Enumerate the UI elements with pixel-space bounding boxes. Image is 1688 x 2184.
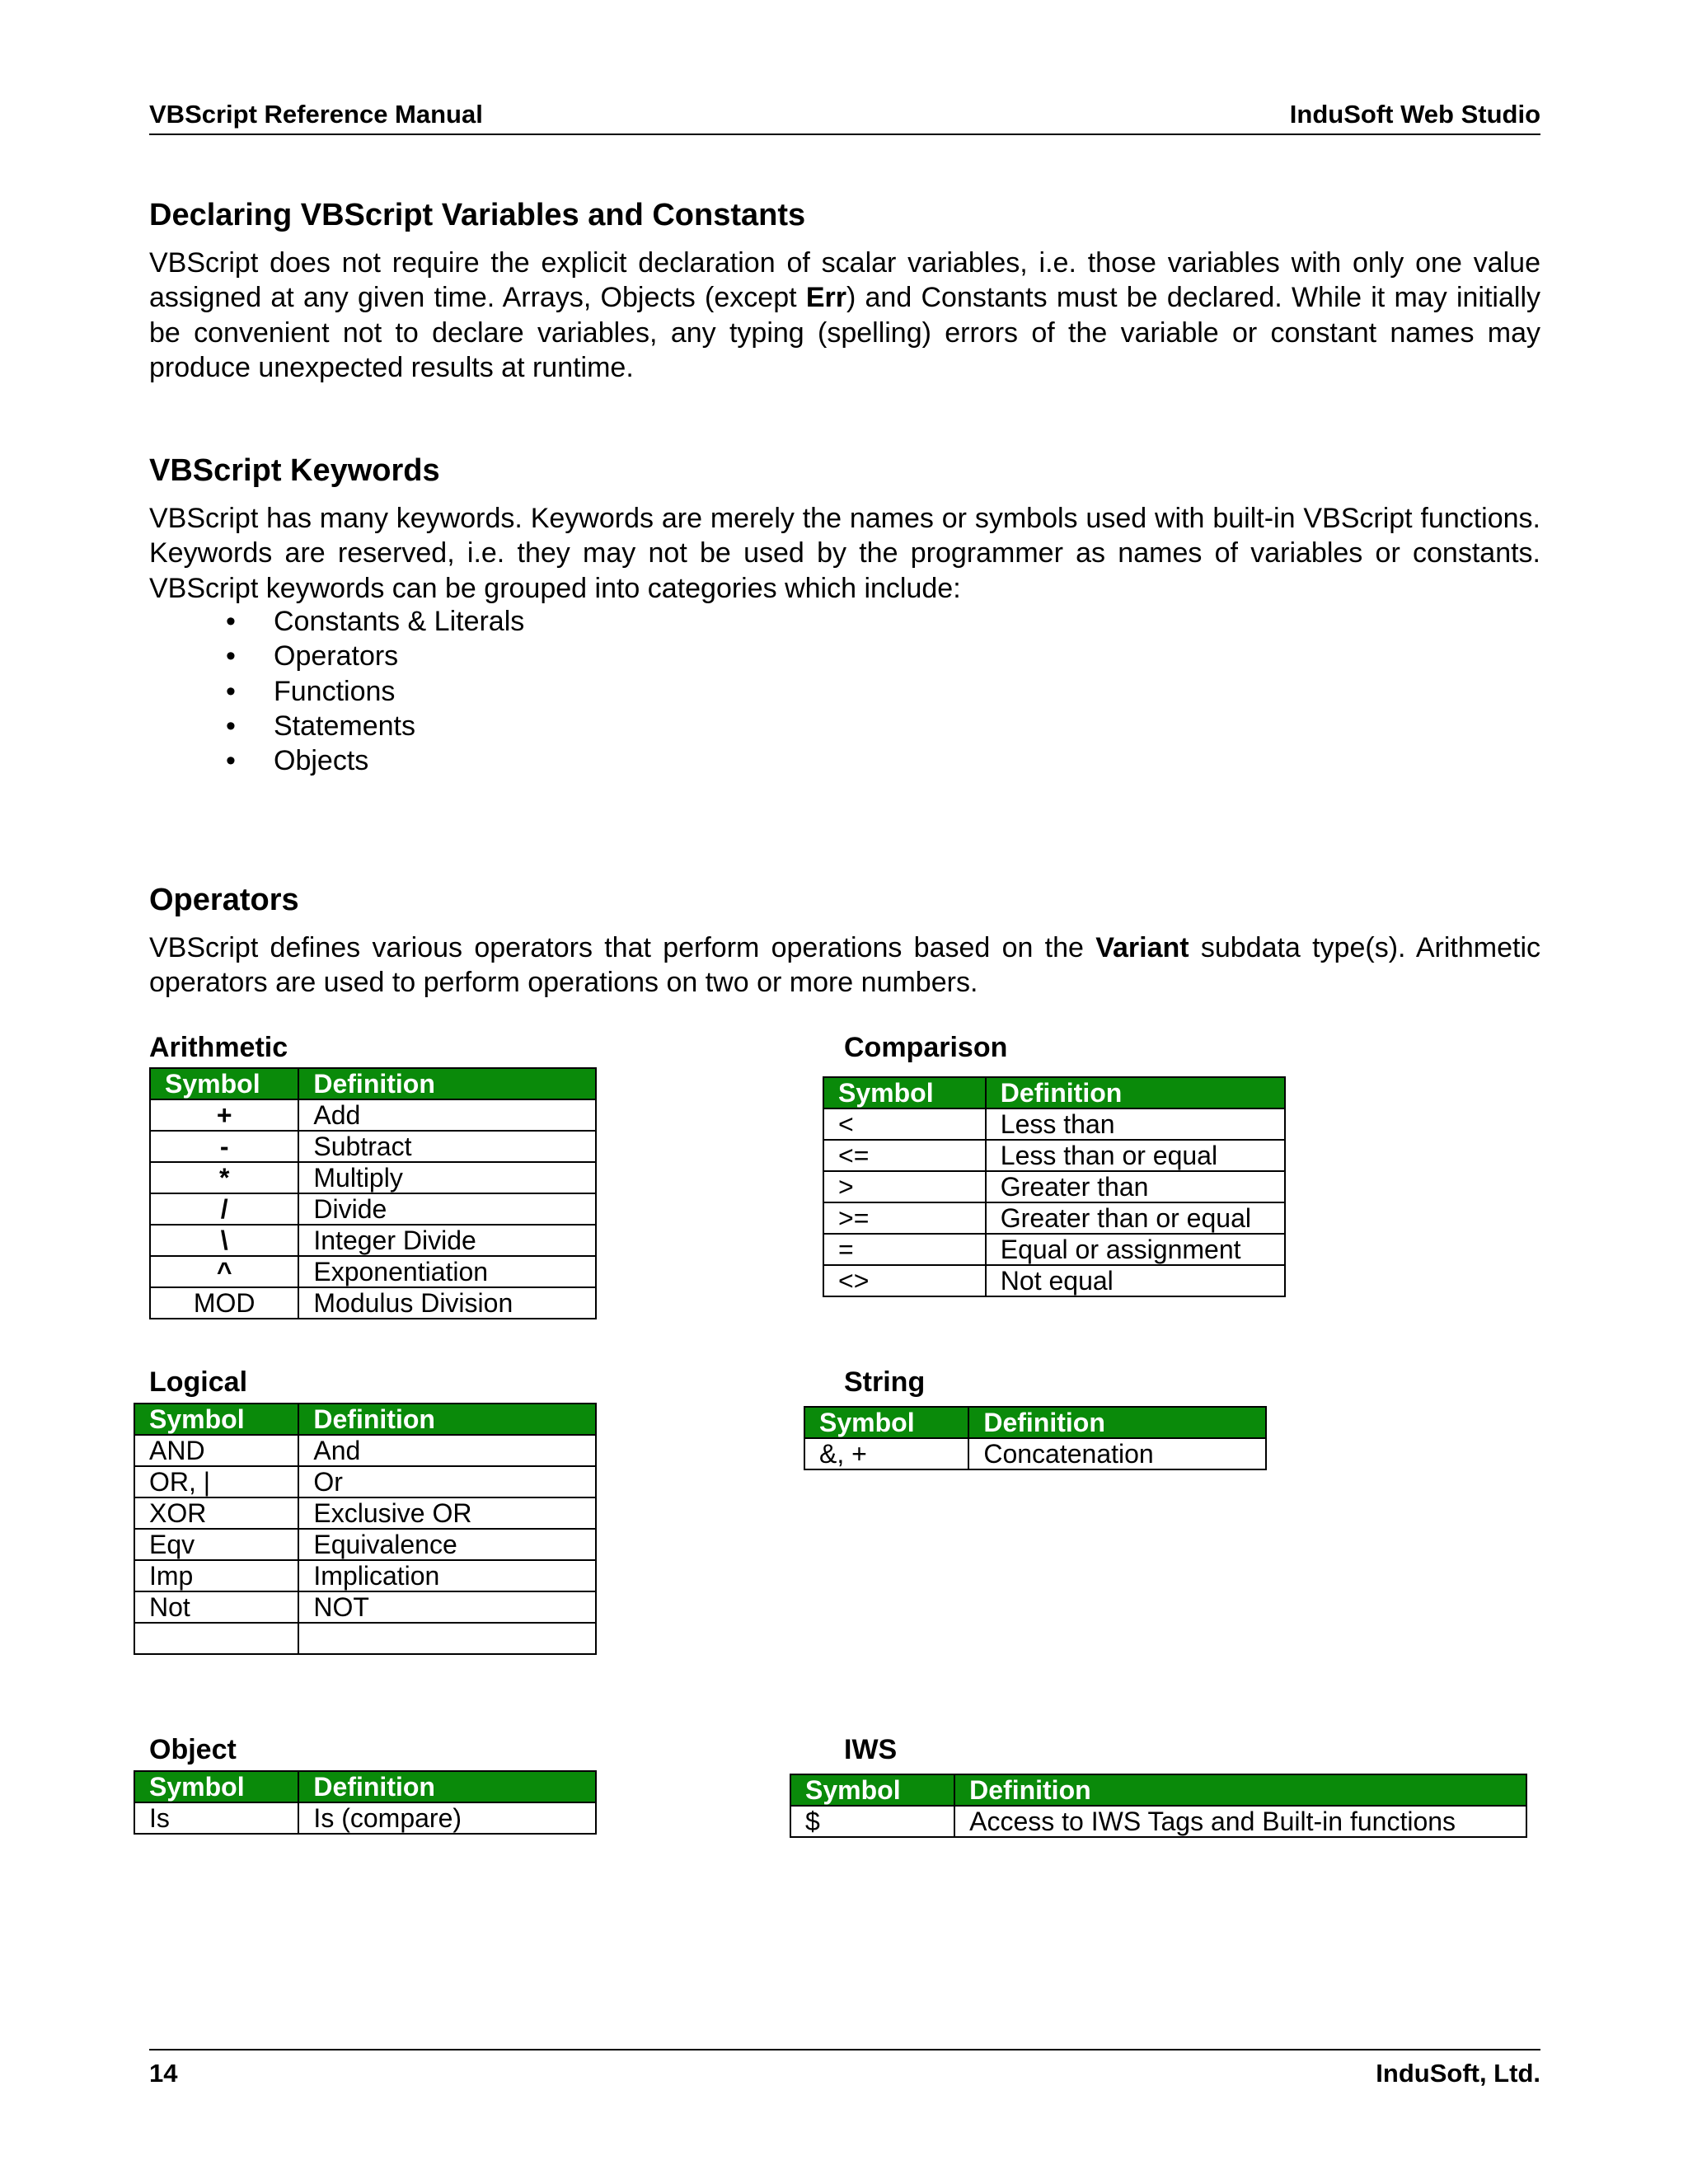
- section-title-operators: Operators: [149, 883, 299, 917]
- arithmetic-table: [149, 1067, 597, 1319]
- definition-cell: Greater than or equal: [986, 1202, 1285, 1234]
- list-item: [149, 674, 524, 709]
- symbol-cell: +: [150, 1099, 298, 1131]
- column-header-symbol: Symbol: [134, 1404, 298, 1435]
- table-row: [823, 1202, 1285, 1234]
- arithmetic-table-title: Arithmetic: [149, 1032, 288, 1063]
- column-header-symbol: Symbol: [823, 1077, 986, 1108]
- column-header-symbol: Symbol: [804, 1407, 968, 1438]
- string-table: [804, 1406, 1267, 1470]
- symbol-cell: ^: [150, 1256, 298, 1287]
- section-title-declaring: Declaring VBScript Variables and Constants: [149, 198, 806, 232]
- symbol-cell: Eqv: [134, 1529, 298, 1560]
- footer-company: InduSoft, Ltd.: [1376, 2059, 1540, 2088]
- definition-cell: Access to IWS Tags and Built-in functions: [954, 1806, 1526, 1837]
- bullet-icon: •: [226, 640, 236, 673]
- definition-cell: Not equal: [986, 1265, 1285, 1296]
- header-product: InduSoft Web Studio: [1289, 100, 1540, 129]
- table-row: [134, 1802, 596, 1834]
- string-table-title: String: [844, 1366, 926, 1398]
- table-header-row: [804, 1407, 1266, 1438]
- section-title-keywords: VBScript Keywords: [149, 453, 440, 488]
- table-row: [134, 1435, 596, 1466]
- definition-cell: Or: [298, 1466, 596, 1497]
- list-item-label: Constants & Literals: [274, 606, 525, 637]
- table-row: [134, 1497, 596, 1529]
- symbol-cell: MOD: [150, 1287, 298, 1319]
- symbol-cell: Is: [134, 1802, 298, 1834]
- comparison-table-title: Comparison: [844, 1032, 1008, 1063]
- text-run: subdata type(s). Arithmetic operators are used to perform operations on two or more numbers.: [149, 932, 1540, 999]
- text-run: ) and Constants must be declared. While it may initially be convenient not to declare variables, any typing (spelling) errors of the variable or constant names may produce unexpected results at runtime.: [149, 282, 1540, 383]
- definition-cell: Is (compare): [298, 1802, 596, 1834]
- comparison-table: [823, 1076, 1286, 1297]
- table-header-row: [134, 1404, 596, 1435]
- iws-table: [790, 1774, 1527, 1838]
- definition-cell: Exclusive OR: [298, 1497, 596, 1529]
- definition-cell: Equivalence: [298, 1529, 596, 1560]
- keyword-category-list: [149, 604, 524, 778]
- table-row: [150, 1131, 596, 1162]
- definition-cell: Concatenation: [968, 1438, 1266, 1469]
- definition-cell: Implication: [298, 1560, 596, 1591]
- section-operators-text: [149, 930, 1540, 1001]
- bold-term: Err: [805, 282, 846, 314]
- table-row: [150, 1225, 596, 1256]
- symbol-cell: XOR: [134, 1497, 298, 1529]
- definition-cell: Greater than: [986, 1171, 1285, 1202]
- list-item: [149, 743, 524, 778]
- text-run: VBScript does not require the explicit declaration of scalar variables, i.e. those variables with only one value assigned at any given time. Arrays, Objects (except: [149, 247, 1540, 314]
- symbol-cell: /: [150, 1193, 298, 1225]
- logical-table-title: Logical: [149, 1366, 248, 1398]
- symbol-cell: >: [823, 1171, 986, 1202]
- table-header-row: [790, 1774, 1526, 1806]
- symbol-cell: >=: [823, 1202, 986, 1234]
- column-header-definition: Definition: [986, 1077, 1285, 1108]
- definition-cell: And: [298, 1435, 596, 1466]
- column-header-symbol: Symbol: [134, 1771, 298, 1802]
- bullet-icon: •: [226, 710, 236, 742]
- table-row: [150, 1193, 596, 1225]
- list-item: [149, 639, 524, 673]
- definition-cell: [298, 1623, 596, 1654]
- column-header-symbol: Symbol: [790, 1774, 954, 1806]
- list-item: [149, 709, 524, 743]
- symbol-cell: =: [823, 1234, 986, 1265]
- table-row: [134, 1560, 596, 1591]
- bullet-icon: •: [226, 675, 236, 707]
- table-row: [150, 1287, 596, 1319]
- table-row: [823, 1234, 1285, 1265]
- list-item-label: Operators: [274, 640, 399, 673]
- table-row: [150, 1162, 596, 1193]
- definition-cell: Less than or equal: [986, 1140, 1285, 1171]
- table-row: [823, 1140, 1285, 1171]
- column-header-definition: Definition: [298, 1404, 596, 1435]
- definition-cell: NOT: [298, 1591, 596, 1623]
- symbol-cell: <: [823, 1108, 986, 1140]
- table-header-row: [150, 1068, 596, 1099]
- definition-cell: Exponentiation: [298, 1256, 596, 1287]
- table-row: [150, 1256, 596, 1287]
- definition-cell: Divide: [298, 1193, 596, 1225]
- definition-cell: Less than: [986, 1108, 1285, 1140]
- object-table: [134, 1770, 597, 1835]
- symbol-cell: *: [150, 1162, 298, 1193]
- list-item-label: Functions: [274, 675, 396, 707]
- text-run: VBScript defines various operators that perform operations based on the: [149, 932, 1096, 963]
- symbol-cell: [134, 1623, 298, 1654]
- header-title: VBScript Reference Manual: [149, 100, 483, 129]
- table-row: [823, 1171, 1285, 1202]
- definition-cell: Multiply: [298, 1162, 596, 1193]
- definition-cell: Add: [298, 1099, 596, 1131]
- table-row: [790, 1806, 1526, 1837]
- definition-cell: Equal or assignment: [986, 1234, 1285, 1265]
- column-header-symbol: Symbol: [150, 1068, 298, 1099]
- list-item: [149, 604, 524, 639]
- symbol-cell: -: [150, 1131, 298, 1162]
- page-header: [149, 97, 1540, 135]
- symbol-cell: OR, |: [134, 1466, 298, 1497]
- symbol-cell: \: [150, 1225, 298, 1256]
- symbol-cell: AND: [134, 1435, 298, 1466]
- column-header-definition: Definition: [298, 1068, 596, 1099]
- symbol-cell: &, +: [804, 1438, 968, 1469]
- logical-table: [134, 1403, 597, 1655]
- definition-cell: Modulus Division: [298, 1287, 596, 1319]
- table-row: [150, 1099, 596, 1131]
- page-number: 14: [149, 2059, 178, 2088]
- object-table-title: Object: [149, 1734, 237, 1765]
- column-header-definition: Definition: [968, 1407, 1266, 1438]
- symbol-cell: <>: [823, 1265, 986, 1296]
- column-header-definition: Definition: [954, 1774, 1526, 1806]
- column-header-definition: Definition: [298, 1771, 596, 1802]
- bullet-icon: •: [226, 745, 236, 777]
- page-footer: [149, 2049, 1540, 2087]
- table-row: [134, 1466, 596, 1497]
- table-row: [134, 1623, 596, 1654]
- definition-cell: Integer Divide: [298, 1225, 596, 1256]
- table-row: [823, 1265, 1285, 1296]
- table-header-row: [823, 1077, 1285, 1108]
- symbol-cell: <=: [823, 1140, 986, 1171]
- table-row: [134, 1529, 596, 1560]
- table-row: [134, 1591, 596, 1623]
- table-row: [823, 1108, 1285, 1140]
- table-header-row: [134, 1771, 596, 1802]
- iws-table-title: IWS: [844, 1734, 898, 1765]
- list-item-label: Objects: [274, 745, 369, 777]
- bullet-icon: •: [226, 606, 236, 637]
- symbol-cell: $: [790, 1806, 954, 1837]
- definition-cell: Subtract: [298, 1131, 596, 1162]
- symbol-cell: Not: [134, 1591, 298, 1623]
- section-keywords-text: VBScript has many keywords. Keywords are merely the names or symbols used with built-in VBScript functions. Keywords are reserved, i.e. they may not be used by the programmer as names of variables or constants. VBScript keywords can be grouped into categories which include:: [149, 503, 1540, 604]
- symbol-cell: Imp: [134, 1560, 298, 1591]
- list-item-label: Statements: [274, 710, 415, 742]
- section-declaring-text: [149, 246, 1540, 385]
- bold-term: Variant: [1095, 932, 1189, 963]
- table-row: [804, 1438, 1266, 1469]
